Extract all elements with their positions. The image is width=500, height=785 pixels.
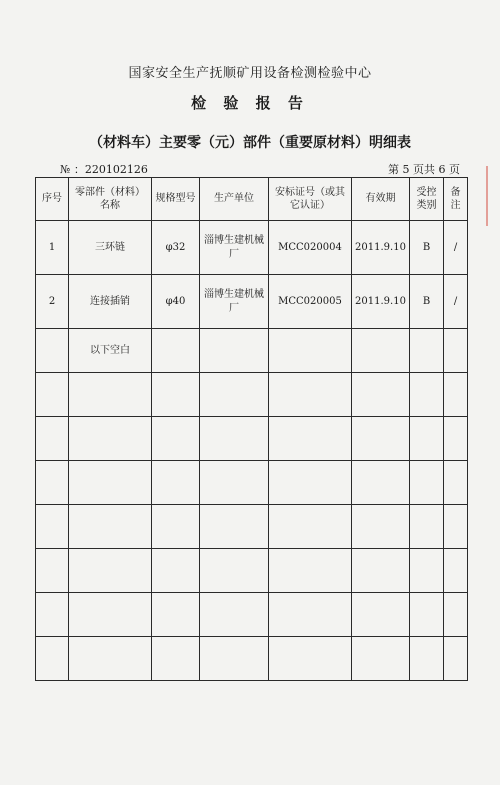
table-row xyxy=(36,637,468,681)
cell-control-class xyxy=(410,549,444,593)
cell-remark: / xyxy=(444,275,468,329)
report-meta xyxy=(60,161,460,177)
table-row xyxy=(36,593,468,637)
cell-name xyxy=(69,417,152,461)
cell-manufacturer xyxy=(200,329,269,373)
cell-cert: MCC020004 xyxy=(269,221,352,275)
cell-spec xyxy=(152,505,200,549)
cell-validity xyxy=(352,549,410,593)
cell-manufacturer xyxy=(200,417,269,461)
cell-remark xyxy=(444,329,468,373)
cell-control-class xyxy=(410,461,444,505)
cell-manufacturer xyxy=(200,505,269,549)
cell-name: 以下空白 xyxy=(69,329,152,373)
cell-name xyxy=(69,549,152,593)
cell-control-class xyxy=(410,373,444,417)
cell-no xyxy=(36,461,69,505)
red-seal-edge xyxy=(486,166,500,226)
cell-manufacturer xyxy=(200,373,269,417)
cell-spec xyxy=(152,549,200,593)
cell-control-class xyxy=(410,505,444,549)
cell-spec xyxy=(152,417,200,461)
cell-remark xyxy=(444,637,468,681)
organization-name: 国家安全生产抚顺矿用设备检测检验中心 xyxy=(128,66,372,81)
table-row xyxy=(36,221,468,275)
cell-name: 三环链 xyxy=(69,221,152,275)
cell-spec xyxy=(152,461,200,505)
cell-no xyxy=(36,637,69,681)
cell-control-class xyxy=(410,593,444,637)
cell-control-class: B xyxy=(410,221,444,275)
report-number: № ：220102126 xyxy=(60,163,148,176)
cell-no xyxy=(36,417,69,461)
col-header-manufacturer: 生产单位 xyxy=(200,178,269,221)
cell-spec: φ40 xyxy=(152,275,200,329)
cell-remark xyxy=(444,373,468,417)
cell-remark xyxy=(444,549,468,593)
col-header-name: 零部件（材料）名称 xyxy=(69,178,152,221)
cell-spec xyxy=(152,329,200,373)
cell-validity xyxy=(352,417,410,461)
cell-control-class xyxy=(410,417,444,461)
cell-cert xyxy=(269,637,352,681)
cell-cert xyxy=(269,505,352,549)
table-row xyxy=(36,549,468,593)
parts-detail-table xyxy=(35,177,468,681)
cell-validity xyxy=(352,637,410,681)
cell-cert: MCC020005 xyxy=(269,275,352,329)
cell-validity xyxy=(352,461,410,505)
cell-manufacturer: 淄博生建机械厂 xyxy=(200,221,269,275)
cell-name xyxy=(69,373,152,417)
cell-validity: 2011.9.10 xyxy=(352,221,410,275)
col-header-control-class: 受控类别 xyxy=(410,178,444,221)
col-header-cert: 安标证号（或其它认证） xyxy=(269,178,352,221)
table-title: （材料车）主要零（元）部件（重要原材料）明细表 xyxy=(89,135,411,151)
cell-cert xyxy=(269,461,352,505)
cell-no: 1 xyxy=(36,221,69,275)
table-row xyxy=(36,461,468,505)
page-info: 第 5 页共 6 页 xyxy=(388,163,460,176)
cell-spec xyxy=(152,373,200,417)
cell-validity xyxy=(352,329,410,373)
cell-remark xyxy=(444,417,468,461)
cell-control-class xyxy=(410,329,444,373)
cell-cert xyxy=(269,373,352,417)
col-header-no: 序号 xyxy=(36,178,69,221)
cell-cert xyxy=(269,593,352,637)
report-title: 检 验 报 告 xyxy=(191,94,309,112)
cell-no xyxy=(36,549,69,593)
cell-validity xyxy=(352,373,410,417)
table-row xyxy=(36,417,468,461)
table-row xyxy=(36,505,468,549)
cell-manufacturer xyxy=(200,593,269,637)
cell-no xyxy=(36,329,69,373)
cell-spec xyxy=(152,637,200,681)
cell-remark xyxy=(444,593,468,637)
cell-cert xyxy=(269,329,352,373)
col-header-spec: 规格型号 xyxy=(152,178,200,221)
cell-validity xyxy=(352,505,410,549)
table-row xyxy=(36,275,468,329)
table-row xyxy=(36,373,468,417)
cell-manufacturer xyxy=(200,637,269,681)
cell-name: 连接插销 xyxy=(69,275,152,329)
cell-validity xyxy=(352,593,410,637)
cell-no xyxy=(36,593,69,637)
cell-remark xyxy=(444,461,468,505)
cell-no: 2 xyxy=(36,275,69,329)
cell-manufacturer: 淄博生建机械厂 xyxy=(200,275,269,329)
cell-spec: φ32 xyxy=(152,221,200,275)
cell-no xyxy=(36,505,69,549)
cell-cert xyxy=(269,549,352,593)
cell-name xyxy=(69,637,152,681)
table-row xyxy=(36,329,468,373)
cell-validity: 2011.9.10 xyxy=(352,275,410,329)
cell-name xyxy=(69,461,152,505)
cell-spec xyxy=(152,593,200,637)
cell-name xyxy=(69,505,152,549)
cell-manufacturer xyxy=(200,549,269,593)
cell-no xyxy=(36,373,69,417)
col-header-validity: 有效期 xyxy=(352,178,410,221)
table-header-row xyxy=(36,178,468,221)
cell-name xyxy=(69,593,152,637)
cell-remark: / xyxy=(444,221,468,275)
col-header-remark: 备注 xyxy=(444,178,468,221)
cell-control-class xyxy=(410,637,444,681)
cell-control-class: B xyxy=(410,275,444,329)
cell-manufacturer xyxy=(200,461,269,505)
cell-remark xyxy=(444,505,468,549)
cell-cert xyxy=(269,417,352,461)
